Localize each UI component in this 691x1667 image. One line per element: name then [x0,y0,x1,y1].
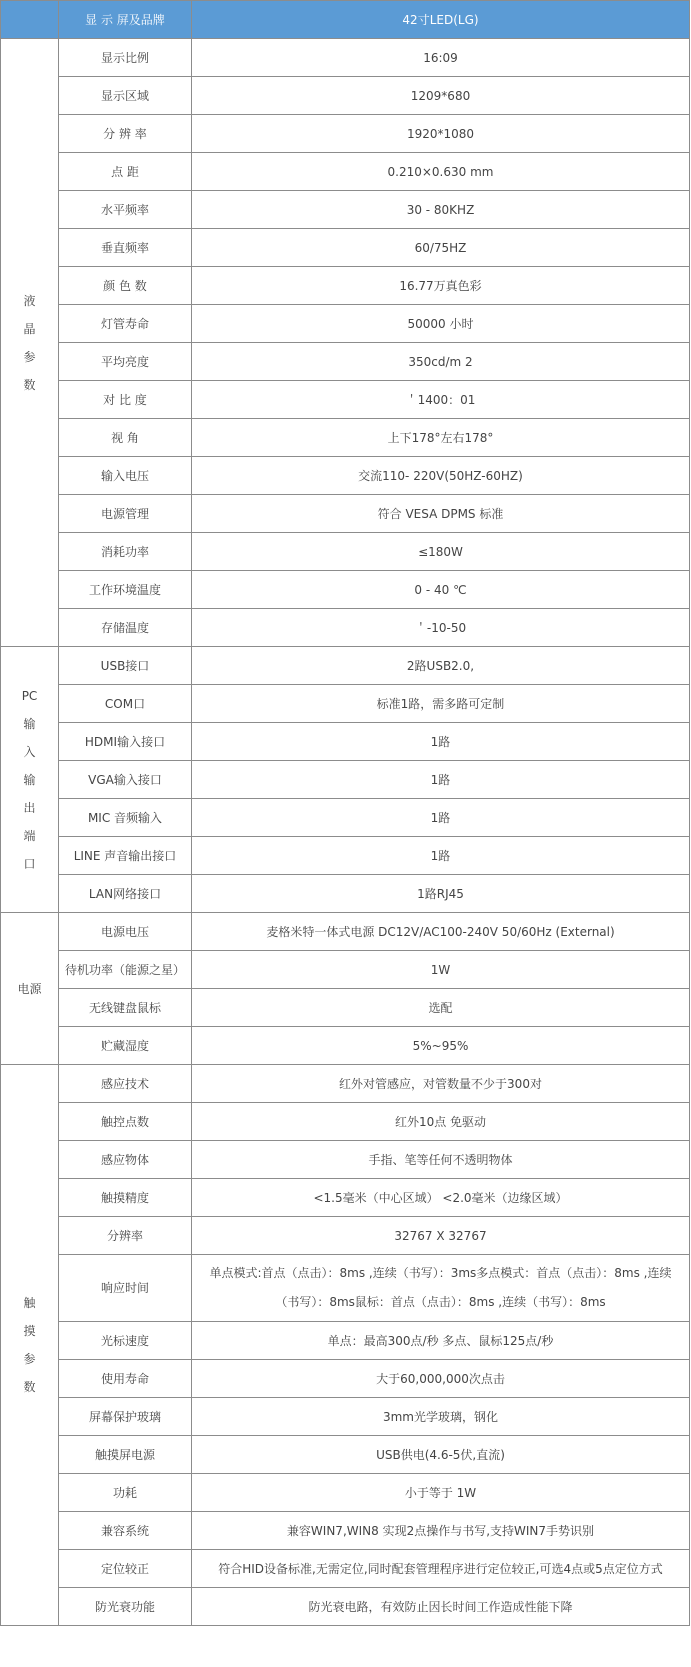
spec-row [1,1474,690,1512]
spec-label-cell: 防光衰功能 [59,1588,192,1626]
spec-value-cell: 5%~95% [192,1027,690,1065]
spec-value-cell: 红外10点 免驱动 [192,1103,690,1141]
group-label-char: 液 [23,293,36,308]
group-label-char: 输 [23,772,36,787]
spec-row [1,1588,690,1626]
group-label-char: 入 [23,744,36,759]
spec-value-cell: 1路 [192,723,690,761]
spec-label-cell: 电源电压 [59,913,192,951]
spec-value-cell: 单点：最高300点/秒 多点、鼠标125点/秒 [192,1322,690,1360]
spec-row [1,875,690,913]
spec-label-cell: 存储温度 [59,609,192,647]
group-label-char: 晶 [23,321,36,336]
spec-label-cell: 响应时间 [59,1255,192,1322]
spec-value-cell: 兼容WIN7,WIN8 实现2点操作与书写,支持WIN7手势识别 [192,1512,690,1550]
group-label-char: 数 [23,1380,36,1394]
spec-value-cell: 1920*1080 [192,115,690,153]
header-row [1,1,690,39]
spec-label-cell: 视 角 [59,419,192,457]
group-label [1,1289,58,1401]
spec-value-cell: 50000 小时 [192,305,690,343]
spec-row [1,1065,690,1103]
spec-value-cell: 1路 [192,761,690,799]
spec-label-cell: 使用寿命 [59,1360,192,1398]
spec-row [1,115,690,153]
spec-label-cell: 垂直频率 [59,229,192,267]
spec-label-cell: 屏幕保护玻璃 [59,1398,192,1436]
spec-value-cell: 3mm光学玻璃，钢化 [192,1398,690,1436]
spec-label-cell: USB接口 [59,647,192,685]
spec-row [1,1512,690,1550]
group-label-cell [1,1065,59,1626]
header-value-cell: 42寸LED(LG) [192,1,690,39]
spec-row [1,343,690,381]
spec-row [1,647,690,685]
spec-row [1,1027,690,1065]
spec-row [1,1436,690,1474]
spec-value-cell: 32767 X 32767 [192,1217,690,1255]
spec-label-cell: 电源管理 [59,495,192,533]
spec-row [1,1398,690,1436]
spec-value-cell: 350cd/m 2 [192,343,690,381]
header-label-cell: 显 示 屏及品牌 [59,1,192,39]
group-label-cell [1,913,59,1065]
spec-row [1,39,690,77]
spec-value-cell: 红外对管感应，对管数量不少于300对 [192,1065,690,1103]
spec-row [1,609,690,647]
group-label-char: 口 [23,856,36,871]
spec-value-cell: USB供电(4.6-5伏,直流) [192,1436,690,1474]
spec-row [1,799,690,837]
spec-row [1,913,690,951]
spec-row [1,191,690,229]
group-label-cell [1,39,59,647]
spec-row [1,951,690,989]
spec-label-cell: 显示区域 [59,77,192,115]
spec-value-cell: 单点模式:首点（点击）：8ms ,连续（书写）：3ms多点模式：首点（点击）：8ms ,连续（书写）：8ms鼠标：首点（点击）：8ms ,连续（书写）：8ms [192,1255,690,1322]
spec-row [1,1103,690,1141]
spec-value-cell: 1路 [192,837,690,875]
spec-label-cell: 灯管寿命 [59,305,192,343]
group-label [1,975,58,1003]
spec-label-cell: 待机功率（能源之星） [59,951,192,989]
spec-row [1,419,690,457]
spec-label-cell: LAN网络接口 [59,875,192,913]
group-label [1,287,58,399]
spec-row [1,533,690,571]
group-label-char: PC [21,688,38,703]
spec-row [1,229,690,267]
spec-row [1,77,690,115]
spec-value-cell: 符合 VESA DPMS 标准 [192,495,690,533]
group-label-char: 出 [23,800,36,815]
spec-label-cell: 定位较正 [59,1550,192,1588]
spec-row [1,1217,690,1255]
spec-value-cell: 1路 [192,799,690,837]
spec-value-cell: 30 - 80KHZ [192,191,690,229]
spec-value-cell: ＇1400：01 [192,381,690,419]
spec-value-cell: 1路RJ45 [192,875,690,913]
spec-row [1,989,690,1027]
spec-row [1,305,690,343]
spec-label-cell: 贮藏湿度 [59,1027,192,1065]
spec-row [1,381,690,419]
spec-value-cell: ≤180W [192,533,690,571]
spec-label-cell: 感应技术 [59,1065,192,1103]
spec-value-cell: 大于60,000,000次点击 [192,1360,690,1398]
spec-value-cell: 16:09 [192,39,690,77]
spec-value-cell: 1209*680 [192,77,690,115]
spec-row [1,685,690,723]
spec-label-cell: 触控点数 [59,1103,192,1141]
spec-label-cell: 输入电压 [59,457,192,495]
spec-label-cell: 光标速度 [59,1322,192,1360]
spec-label-cell: 无线键盘鼠标 [59,989,192,1027]
group-label-char: 参 [23,1352,36,1366]
spec-label-cell: HDMI输入接口 [59,723,192,761]
spec-value-cell: 2路USB2.0, [192,647,690,685]
spec-label-cell: 兼容系统 [59,1512,192,1550]
spec-value-cell: 选配 [192,989,690,1027]
spec-row [1,457,690,495]
spec-value-cell: 1W [192,951,690,989]
spec-value-cell: 0.210×0.630 mm [192,153,690,191]
group-label-char: 电源 [17,981,42,996]
spec-label-cell: MIC 音频输入 [59,799,192,837]
spec-row [1,495,690,533]
spec-row [1,1141,690,1179]
spec-row [1,837,690,875]
spec-value-cell: 16.77万真色彩 [192,267,690,305]
header-corner-cell [1,1,59,39]
spec-label-cell: 分辨率 [59,1217,192,1255]
group-label-char: 数 [23,377,36,392]
spec-label-cell: LINE 声音输出接口 [59,837,192,875]
spec-label-cell: 消耗功率 [59,533,192,571]
spec-value-cell: 小于等于 1W [192,1474,690,1512]
spec-label-cell: COM口 [59,685,192,723]
spec-value-cell: 60/75HZ [192,229,690,267]
spec-value-cell: 标准1路，需多路可定制 [192,685,690,723]
spec-value-cell: 0 - 40 ℃ [192,571,690,609]
spec-label-cell: 感应物体 [59,1141,192,1179]
spec-value-cell: 手指、笔等任何不透明物体 [192,1141,690,1179]
spec-row [1,723,690,761]
spec-label-cell: 分 辨 率 [59,115,192,153]
group-label-char: 参 [23,349,36,364]
group-label-cell [1,647,59,913]
spec-label-cell: 对 比 度 [59,381,192,419]
spec-value-cell: 上下178°左右178° [192,419,690,457]
spec-value-cell: 防光衰电路，有效防止因长时间工作造成性能下降 [192,1588,690,1626]
group-label-char: 端 [23,828,36,843]
spec-row [1,761,690,799]
spec-value-cell: 麦格米特一体式电源 DC12V/AC100-240V 50/60Hz (External) [192,913,690,951]
spec-label-cell: 显示比例 [59,39,192,77]
spec-row [1,267,690,305]
spec-row [1,1322,690,1360]
spec-value-cell: ＇-10-50 [192,609,690,647]
spec-label-cell: 平均亮度 [59,343,192,381]
group-label-char: 摸 [23,1324,36,1338]
spec-label-cell: 颜 色 数 [59,267,192,305]
spec-row [1,1360,690,1398]
spec-row [1,1550,690,1588]
spec-row [1,1255,690,1322]
spec-value-cell: <1.5毫米（中心区域） <2.0毫米（边缘区域） [192,1179,690,1217]
spec-label-cell: 水平频率 [59,191,192,229]
spec-label-cell: 功耗 [59,1474,192,1512]
spec-row [1,153,690,191]
spec-row [1,1179,690,1217]
spec-label-cell: 工作环境温度 [59,571,192,609]
spec-label-cell: VGA输入接口 [59,761,192,799]
spec-value-cell: 交流110- 220V(50HZ-60HZ) [192,457,690,495]
group-label [1,682,58,878]
group-label-char: 输 [23,716,36,731]
group-label-char: 触 [23,1296,36,1310]
spec-value-cell: 符合HID设备标准,无需定位,同时配套管理程序进行定位较正,可选4点或5点定位方式 [192,1550,690,1588]
spec-label-cell: 点 距 [59,153,192,191]
spec-label-cell: 触摸屏电源 [59,1436,192,1474]
spec-table-body [1,1,690,1626]
spec-label-cell: 触摸精度 [59,1179,192,1217]
spec-row [1,571,690,609]
